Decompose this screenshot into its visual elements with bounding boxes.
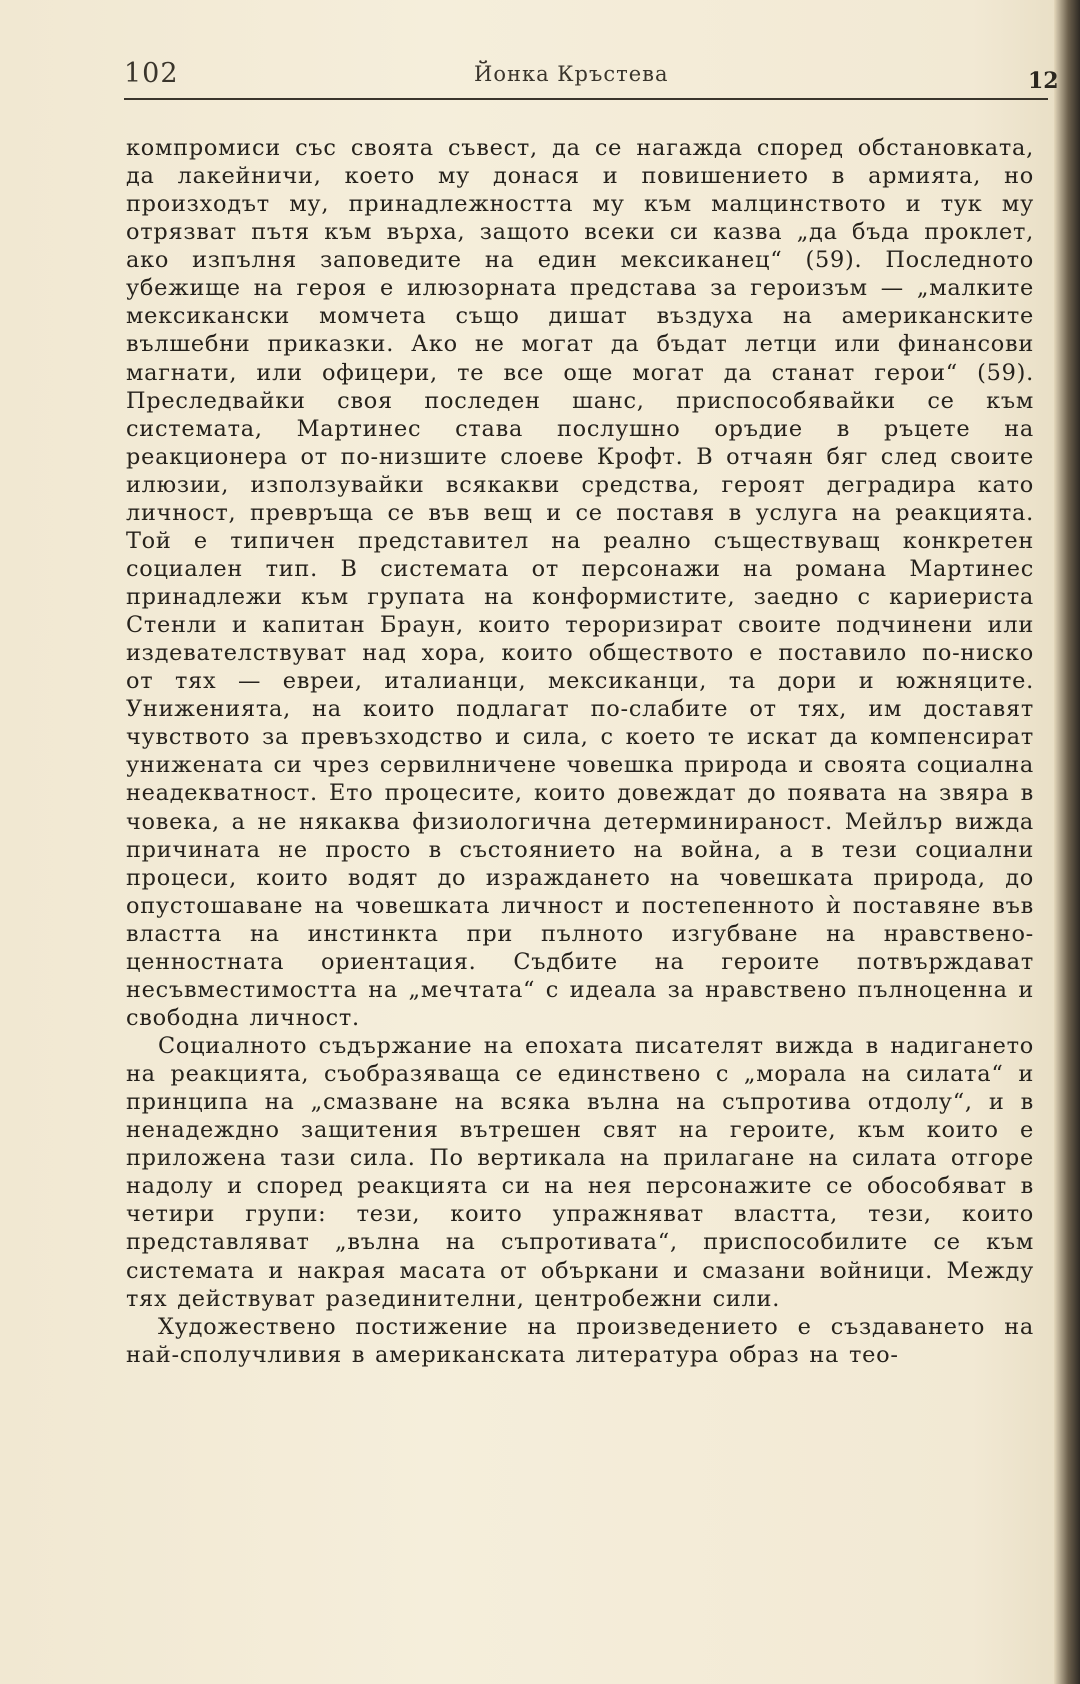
page-header	[124, 56, 1059, 96]
page-number: 102	[124, 58, 179, 89]
paragraph-1: компромиси със своята съвест, да се нагажда според обстановката, да лакейничи, което му донася и повишението в армията, но произходът му, принадлежността му към малцинството и тук му отрязват пътя към върха, защото всеки си казва „да бъда проклет, ако изпълня заповедите на един мексиканец“ (59). Последното убежище на героя е илюзорната представа за героизъм — „малките мексикански момчета също дишат въздуха на американските вълшебни приказки. Ако не могат да бъдат летци или финансови магнати, или офицери, те все още могат да станат герои“ (59). Преследвайки своя последен шанс, приспособявайки се към системата, Мартинес става послушно оръдие в ръцете на реакционера от по-низшите слоеве Крофт. В отчаян бяг след своите илюзии, използувайки всякакви средства, героят деградира като личност, превръща се във вещ и се поставя в услуга на реакцията. Той е типичен представител на реално съществуващ конкретен социален тип. В системата от персонажи на романа Мартинес принадлежи към групата на конформистите, заедно с кариериста Стенли и капитан Браун, които тероризират своите подчинени или издевателствуват над хора, които обществото е поставило по-ниско от тях — евреи, италианци, мексиканци, та дори и южняците. Униженията, на които подлагат по-слабите от тях, им доставят чувството за превъзходство и сила, с което те искат да компенсират унижената си чрез сервилничене човешка природа и своята социална неадекватност. Ето процесите, които довеждат до появата на звяра в човека, а не някаква физиологична детерминираност. Мейлър вижда причината не просто в състоянието на война, а в тези социални процеси, които водят до израждането на човешката природа, до опустошаване на човешката личност и постепенното ѝ поставяне във властта на инстинкта при пълното изгубване на нравствено-ценностната ориентация. Съдбите на героите потвърждават несъвместимостта на „мечтата“ с идеала за нравствено пълноценна и свободна личност.	[126, 135, 1034, 1031]
chapter-number: 12	[1028, 68, 1059, 94]
page-edge-shadow	[1054, 0, 1080, 1684]
body-text	[126, 134, 1034, 1369]
paragraph-3: Художествено постижение на произведението е създаването на най-сполучливия в американската литература образ на тео-	[126, 1313, 1034, 1368]
paragraph-2: Социалното съдържание на епохата писателят вижда в надигането на реакцията, съобразяваща се единствено с „морала на силата“ и принципа на „смазване на всяка вълна на съпротива отдолу“, и в ненадеждно защитения вътрешен свят на героите, към които е приложена тази сила. По вертикала на прилагане на силата отгоре надолу и според реакцията си на нея персонажите се обособяват в четири групи: тези, които упражняват властта, тези, които представляват „вълна на съпротивата“, приспособилите се към системата и накрая масата от объркани и смазани войници. Между тях действуват разединителни, центробежни сили.	[126, 1033, 1034, 1312]
running-head-author: Йонка Кръстева	[474, 62, 669, 86]
header-rule	[124, 98, 1048, 100]
